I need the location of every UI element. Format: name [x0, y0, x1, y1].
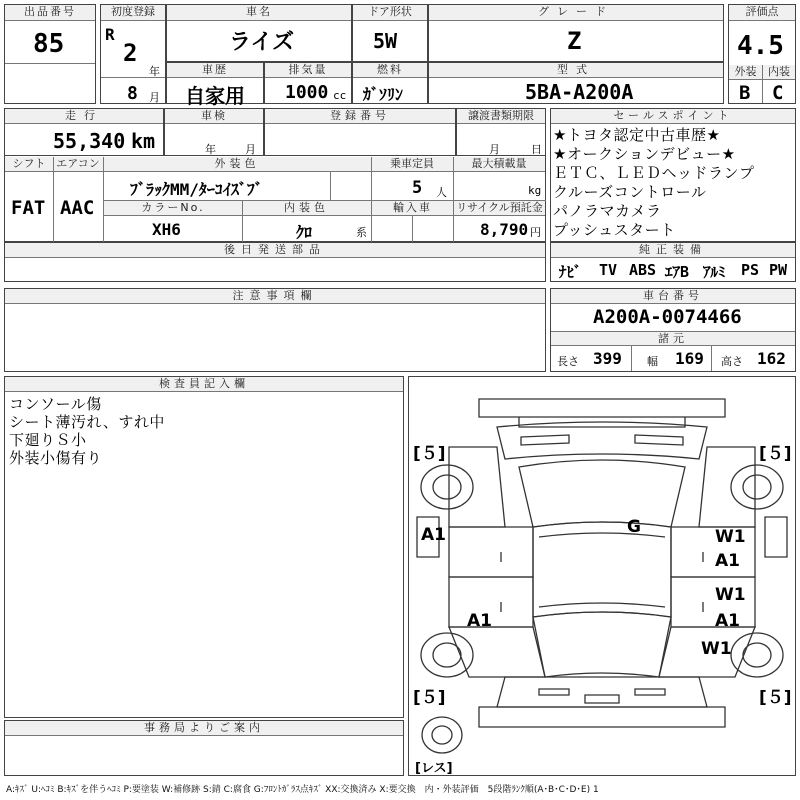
door-label: ドア形状	[353, 5, 427, 21]
mileage: 55,340	[53, 129, 126, 153]
first-registration-cell	[100, 4, 166, 104]
sales-points-label: セールスポイント	[551, 109, 795, 124]
mileage-unit: km	[131, 129, 156, 153]
sales-points-cell	[550, 108, 796, 242]
recycle-label: リサイクル預託金	[454, 201, 545, 216]
tire-depth-rear-right: [５]	[759, 688, 792, 708]
score-label: 評価点	[729, 5, 795, 21]
equipment-cell	[550, 242, 796, 282]
recycle-fee: 8,790	[480, 220, 529, 239]
mark-right-rear-1: W1	[715, 585, 746, 605]
ext-color: ﾌﾞﾗｯｸMM/ﾀｰｺｲｽﾞﾌﾞ	[130, 180, 263, 199]
equipment-item: PS	[741, 261, 760, 279]
fuel-cell	[352, 62, 428, 104]
interior-score: C	[772, 82, 784, 104]
capacity: 5	[412, 178, 423, 198]
ac: AAC	[60, 197, 95, 219]
mileage-cell	[4, 108, 164, 156]
notes-label: 注意事項欄	[5, 289, 545, 304]
mark-right-front-1: W1	[715, 527, 746, 547]
car-name: ライズ	[229, 30, 295, 55]
office-label: 事務局よりご案内	[5, 721, 403, 736]
mark-left-rear: A1	[467, 611, 492, 631]
import-label: 輸入車	[372, 201, 453, 216]
grade-cell	[428, 4, 724, 62]
fuel-label: 燃料	[353, 63, 427, 78]
tire-depth-front-right: [５]	[759, 444, 792, 464]
shift: FAT	[11, 197, 46, 219]
tire-depth-rear-left: [５]	[413, 688, 446, 708]
history: 自家用	[185, 84, 245, 108]
displacement-unit: cc	[333, 89, 347, 102]
transfer-month-unit: 月	[489, 143, 500, 156]
month-unit: 月	[149, 91, 160, 104]
int-color-unit: 系	[356, 226, 367, 239]
inspection-year-unit: 年	[205, 143, 216, 156]
int-color: ｸﾛ	[296, 223, 313, 242]
equipment-item: ｴｱB	[665, 263, 690, 281]
inspection-cell	[164, 108, 264, 156]
score-cell	[728, 4, 796, 104]
interior-score-label: 内装	[763, 65, 795, 80]
door-type: 5W	[373, 29, 398, 53]
door-cell	[352, 4, 428, 62]
transfer-deadline-cell	[456, 108, 546, 156]
era: R	[105, 25, 115, 44]
load-unit: kg	[528, 184, 542, 197]
grade: Z	[567, 27, 582, 55]
inspector-label: 検査員記入欄	[5, 377, 403, 392]
lot-number-cell	[4, 4, 96, 104]
sales-line: クルーズコントロール	[553, 183, 707, 201]
model: 5BA-A200A	[525, 80, 634, 104]
shift-label: シフト	[5, 157, 53, 172]
length-label: 長さ	[557, 355, 579, 368]
sales-line: ＥＴＣ、ＬＥＤヘッドランプ	[553, 164, 755, 182]
displacement-cell	[264, 62, 352, 104]
sales-line: ★トヨタ認定中古車歴★	[553, 126, 721, 144]
model-label: 型式	[429, 63, 723, 78]
exterior-score: B	[739, 82, 751, 104]
history-cell	[166, 62, 264, 108]
chassis-label: 車台番号	[551, 289, 795, 304]
mileage-label: 走行	[5, 109, 163, 124]
int-color-label: 内装色	[242, 201, 371, 216]
color-no-label: カラーNo.	[104, 201, 242, 216]
mark-windshield: G	[627, 517, 641, 537]
equipment-item: PW	[769, 261, 788, 279]
height-label: 高さ	[721, 355, 743, 368]
car-name-cell	[166, 4, 352, 62]
legend-footer: A:ｷｽﾞ U:ﾍｺﾐ B:ｷｽﾞを伴うﾍｺﾐ P:要塗装 W:補修跡 S:錆 C:腐食 G:ﾌﾛﾝﾄｶﾞﾗｽ点ｷｽﾞ XX:交換済み X:要交換 内・外装評価 5段階ﾗﾝｸ順(A･B･C･D･E) 1	[6, 785, 599, 795]
spec-label: 諸元	[551, 331, 795, 346]
length: 399	[593, 349, 622, 368]
displacement: 1000	[285, 82, 329, 103]
ac-label: エアコン	[53, 157, 103, 172]
inspection-label: 車検	[165, 109, 263, 124]
inspector-line: 下廻りＳ小	[9, 431, 87, 449]
model-cell	[428, 62, 724, 104]
transfer-deadline-label: 譲渡書類期限	[457, 109, 545, 124]
mark-left-front: A1	[421, 525, 446, 545]
reg-year: 2	[123, 39, 138, 67]
chassis-cell	[550, 288, 796, 372]
fuel: ｶﾞｿﾘﾝ	[363, 85, 404, 104]
equipment-label: 純正装備	[551, 243, 795, 258]
capacity-unit: 人	[436, 186, 447, 199]
later-parts-cell	[4, 242, 546, 282]
car-name-label: 車名	[167, 5, 351, 21]
score: 4.5	[737, 31, 784, 61]
mark-right-front-2: A1	[715, 551, 740, 571]
office-cell	[4, 720, 404, 776]
color-no: XH6	[152, 220, 181, 239]
chassis-number: A200A-0074466	[593, 306, 742, 328]
reg-month: 8	[127, 83, 138, 104]
inspector-line: コンソール傷	[9, 395, 102, 413]
mark-right-rear-2: A1	[715, 611, 740, 631]
lot-number-label: 出品番号	[5, 5, 95, 21]
tire-depth-front-left: [５]	[413, 444, 446, 464]
recycle-unit: 円	[530, 226, 541, 239]
inspector-line: 外装小傷有り	[9, 449, 103, 467]
spare-tire-label: [レス]	[415, 761, 453, 776]
registration-number-label: 登録番号	[265, 109, 455, 124]
first-registration-label: 初度登録	[101, 5, 165, 21]
notes-cell	[4, 288, 546, 372]
width-label: 幅	[647, 355, 658, 368]
registration-number-cell	[264, 108, 456, 156]
car-diagram	[408, 376, 796, 776]
later-parts-label: 後日発送部品	[5, 243, 545, 258]
sales-line: ★オークションデビュー★	[553, 145, 736, 163]
equipment-item: ｱﾙﾐ	[703, 263, 726, 281]
equipment-item: ABS	[629, 261, 657, 279]
ext-color-label: 外装色	[103, 157, 371, 172]
capacity-label: 乗車定員	[371, 157, 453, 172]
transfer-day-unit: 日	[531, 143, 542, 156]
load-label: 最大積載量	[453, 157, 545, 172]
equipment-item: TV	[599, 261, 618, 279]
inspection-month-unit: 月	[245, 143, 256, 156]
grade-label: グレード	[429, 5, 723, 21]
width: 169	[675, 349, 704, 368]
mark-right-rear-qtr: W1	[701, 639, 732, 659]
displacement-label: 排気量	[265, 63, 351, 78]
history-label: 車歴	[167, 63, 263, 78]
sales-line: プッシュスタート	[553, 221, 676, 239]
year-unit: 年	[149, 65, 160, 78]
equipment-item: ﾅﾋﾞ	[559, 263, 582, 281]
car-outline-diagram	[409, 377, 795, 775]
lot-number: 85	[33, 29, 65, 59]
exterior-score-label: 外装	[729, 65, 763, 80]
inspector-line: シート薄汚れ、すれ中	[9, 413, 165, 431]
inspector-cell	[4, 376, 404, 718]
height: 162	[757, 349, 786, 368]
sales-line: パノラマカメラ	[553, 202, 662, 220]
